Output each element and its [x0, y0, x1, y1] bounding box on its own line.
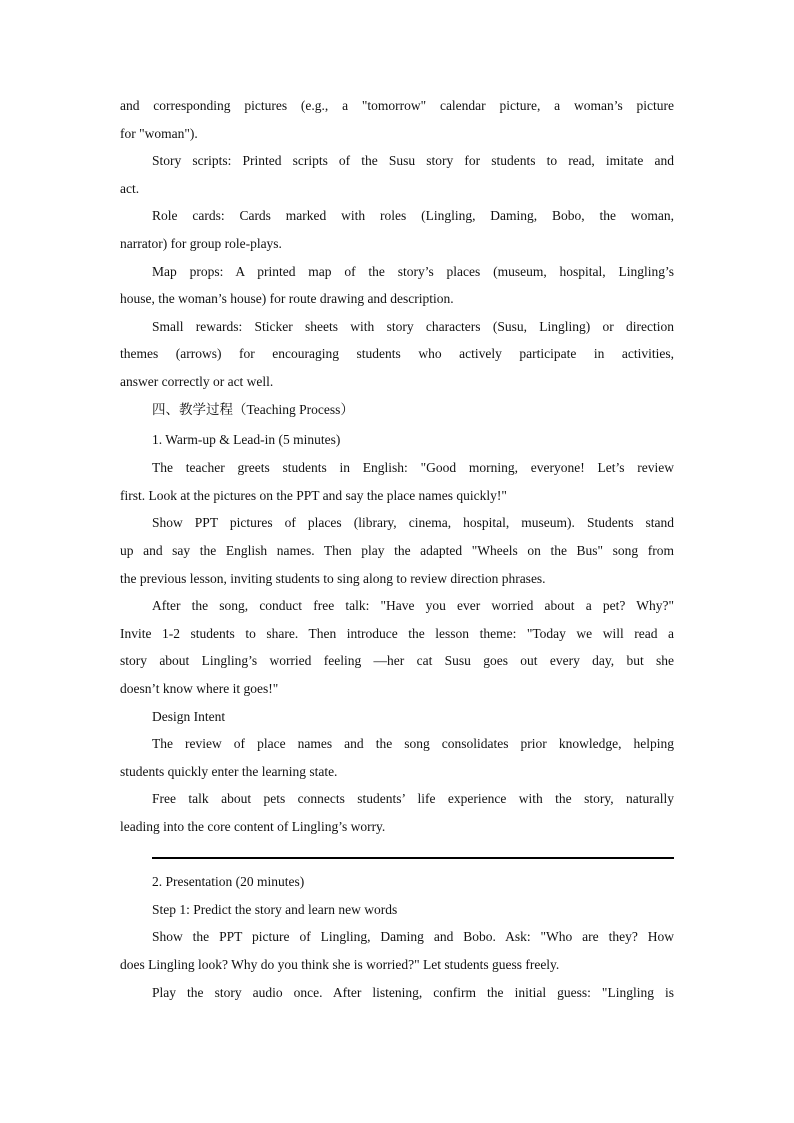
text-line: house, the woman’s house) for route drawing and description. — [120, 291, 454, 306]
text-line: students quickly enter the learning state. — [120, 764, 338, 779]
subsection-heading: 1. Warm-up & Lead-in (5 minutes) — [152, 432, 341, 447]
section-heading: 四、教学过程（Teaching Process） — [152, 402, 354, 417]
text-line: answer correctly or act well. — [120, 374, 274, 389]
text-line: act. — [120, 181, 140, 196]
text-line: leading into the core content of Lingling’s worry. — [120, 819, 386, 834]
text-line: first. Look at the pictures on the PPT and say the place names quickly!" — [120, 488, 507, 503]
text-line: and corresponding pictures (e.g., a "tomorrow" calendar picture, a woman’s picture — [120, 98, 674, 113]
design-intent-heading: Design Intent — [152, 709, 226, 724]
text-line: Map props: A printed map of the story’s places (museum, hospital, Lingling’s — [152, 264, 674, 279]
text-line: Free talk about pets connects students’ life experience with the story, naturally — [152, 791, 674, 806]
text-line: After the song, conduct free talk: "Have you ever worried about a pet? Why?" — [152, 598, 674, 613]
text-line: for "woman"). — [120, 126, 198, 141]
text-line: the previous lesson, inviting students to sing along to review direction phrases. — [120, 571, 546, 586]
text-line: Show the PPT picture of Lingling, Daming and Bobo. Ask: "Who are they? How — [152, 929, 674, 944]
text-line: The teacher greets students in English: "Good morning, everyone! Let’s review — [152, 460, 674, 475]
step-heading: Step 1: Predict the story and learn new words — [152, 902, 398, 917]
text-line: story about Lingling’s worried feeling —her cat Susu goes out every day, but she — [120, 653, 674, 668]
text-line: does Lingling look? Why do you think she is worried?" Let students guess freely. — [120, 957, 560, 972]
subsection-heading: 2. Presentation (20 minutes) — [152, 874, 305, 889]
text-line: narrator) for group role-plays. — [120, 236, 282, 251]
text-line: Story scripts: Printed scripts of the Susu story for students to read, imitate and — [152, 153, 674, 168]
section-divider — [152, 857, 674, 859]
text-line: up and say the English names. Then play the adapted "Wheels on the Bus" song from — [120, 543, 674, 558]
text-line: Role cards: Cards marked with roles (Lingling, Daming, Bobo, the woman, — [152, 208, 674, 223]
text-line: The review of place names and the song consolidates prior knowledge, helping — [152, 736, 674, 751]
text-line: Play the story audio once. After listening, confirm the initial guess: "Lingling is — [152, 985, 674, 1000]
text-line: themes (arrows) for encouraging students who actively participate in activities, — [120, 346, 674, 361]
text-line: Show PPT pictures of places (library, cinema, hospital, museum). Students stand — [152, 515, 674, 530]
text-line: doesn’t know where it goes!" — [120, 681, 279, 696]
text-line: Invite 1-2 students to share. Then introduce the lesson theme: "Today we will read a — [120, 626, 674, 641]
text-line: Small rewards: Sticker sheets with story characters (Susu, Lingling) or direction — [152, 319, 674, 334]
